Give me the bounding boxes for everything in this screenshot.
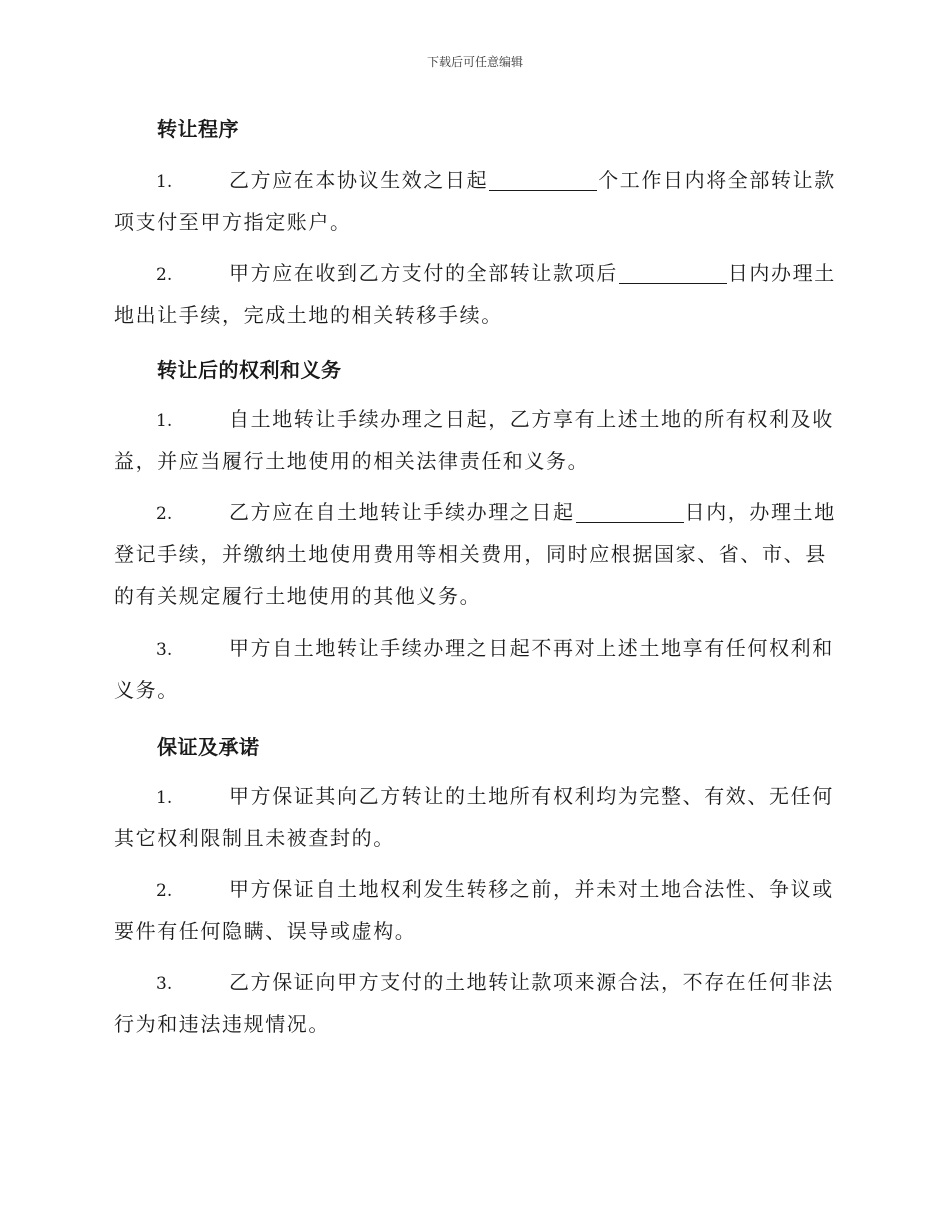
fill-in-blank[interactable] bbox=[489, 164, 597, 191]
clause-2-1 bbox=[114, 398, 832, 482]
clause-text: 其它权利限制且未被查封的。 bbox=[114, 826, 395, 850]
clause-number: 2. bbox=[156, 881, 173, 901]
clause-number: 2. bbox=[156, 504, 173, 524]
clause-text: 日内办理土 bbox=[727, 261, 836, 285]
clause-number: 1. bbox=[156, 788, 173, 808]
clause-2-2 bbox=[114, 491, 836, 617]
clause-text: 益，并应当履行土地使用的相关法律责任和义务。 bbox=[114, 449, 590, 473]
clause-text: 义务。 bbox=[114, 678, 179, 702]
clause-text: 登记手续，并缴纳土地使用费用等相关费用，同时应根据国家、省、市、县 bbox=[114, 542, 827, 566]
clause-text: 乙方保证向甲方支付的土地转让款项来源合法，不存在任何非法 bbox=[229, 970, 834, 994]
clause-3-2 bbox=[114, 868, 832, 952]
clause-3-1 bbox=[114, 775, 832, 859]
clause-text: 乙方应在本协议生效之日起 bbox=[229, 168, 489, 192]
clause-number: 3. bbox=[156, 974, 173, 994]
clause-1-2 bbox=[114, 252, 836, 336]
clause-text: 的有关规定履行土地使用的其他义务。 bbox=[114, 584, 482, 608]
clause-text: 甲方自土地转让手续办理之日起不再对上述土地享有任何权利和 bbox=[229, 636, 834, 660]
clause-text: 自土地转让手续办理之日起，乙方享有上述土地的所有权利及收 bbox=[229, 407, 834, 431]
section-title-transfer-procedure: 转让程序 bbox=[157, 117, 239, 141]
clause-text: 要件有任何隐瞒、误导或虚构。 bbox=[114, 919, 417, 943]
section-title-warranties: 保证及承诺 bbox=[157, 735, 260, 759]
clause-text: 行为和违法违规情况。 bbox=[114, 1012, 330, 1036]
clause-3-3 bbox=[114, 961, 832, 1045]
fill-in-blank[interactable] bbox=[576, 496, 684, 523]
clause-text: 日内，办理土地 bbox=[684, 500, 836, 524]
clause-text: 个工作日内将全部转让款 bbox=[598, 168, 836, 192]
clause-number: 1. bbox=[156, 172, 173, 192]
page-header: 下载后可任意编辑 bbox=[426, 55, 523, 69]
clause-number: 1. bbox=[156, 411, 173, 431]
clause-text: 项支付至甲方指定账户。 bbox=[114, 210, 352, 234]
clause-text: 甲方保证其向乙方转让的土地所有权利均为完整、有效、无任何 bbox=[229, 784, 834, 808]
clause-number: 3. bbox=[156, 640, 173, 660]
fill-in-blank[interactable] bbox=[619, 257, 727, 284]
clause-1-1 bbox=[114, 159, 836, 243]
clause-text: 乙方应在自土地转让手续办理之日起 bbox=[229, 500, 575, 524]
clause-2-3 bbox=[114, 627, 832, 711]
section-title-rights-and-obligations: 转让后的权利和义务 bbox=[157, 358, 342, 382]
clause-number: 2. bbox=[156, 265, 173, 285]
clause-text: 地出让手续，完成土地的相关转移手续。 bbox=[114, 303, 503, 327]
clause-text: 甲方应在收到乙方支付的全部转让款项后 bbox=[229, 261, 618, 285]
clause-text: 甲方保证自土地权利发生转移之前，并未对土地合法性、争议或 bbox=[229, 877, 834, 901]
